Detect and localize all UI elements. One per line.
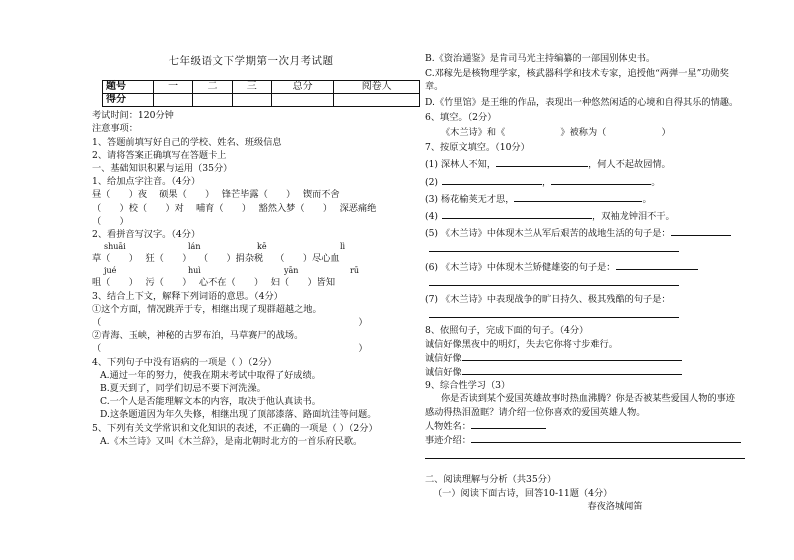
- fill-line-2: (2) ， 。: [425, 176, 661, 188]
- notice-item: 2、请将答案正确填写在答题卡上: [92, 149, 227, 161]
- score-cell[interactable]: [334, 94, 420, 107]
- pinyin-label: yān: [284, 266, 299, 276]
- notice-heading: 注意事项：: [92, 123, 138, 135]
- fill-prefix: 诚信好像: [425, 352, 462, 364]
- person-name-field: [425, 419, 755, 433]
- fill-suffix: ，何人不起故园情。: [588, 159, 671, 171]
- question-8-example: 诚信好像黑夜中的明灯，失去它你将寸步难行。: [425, 338, 618, 350]
- fill-suffix: 。: [651, 176, 661, 188]
- fill-line-7b: [425, 308, 755, 322]
- question-4: 4、下列句子中没有语病的一项是（ ）（2分）: [92, 356, 277, 368]
- right-column: [425, 52, 755, 513]
- answer-blank[interactable]: [616, 260, 698, 270]
- score-header-cell: 阅卷人: [334, 81, 420, 94]
- poem-title: 春夜洛城闻笛: [587, 500, 643, 512]
- fill-line-6: [425, 260, 755, 274]
- fill-prefix: (2): [425, 176, 439, 188]
- question-8: 8、依照句子，完成下面的句子。（4分）: [425, 325, 589, 337]
- question-3-sentence: ①这个方面，情况跳弄于专，相继出现了现群超越之地。: [92, 303, 322, 315]
- field-label: 人物姓名：: [425, 420, 471, 432]
- score-header-cell: 总分: [271, 81, 333, 94]
- option-b: B.夏天到了，同学们切忌不要下河洗澡。: [100, 383, 266, 395]
- answer-blank[interactable]: [442, 175, 542, 185]
- option-a: A.《木兰诗》又叫《木兰辞》，是南北朝时北方的一首乐府民歌。: [100, 435, 363, 447]
- answer-blank[interactable]: [496, 157, 588, 167]
- fill-line-5b: [425, 242, 755, 256]
- fill-prefix: 诚信好像: [425, 367, 462, 379]
- pinyin-row: [92, 265, 410, 276]
- option-c: C.一个人是否能理解文本的内容，取决于他认真读书。: [100, 396, 321, 408]
- question-9-text: 你是否读到某个爱国英雄故事时热血沸腾？你是否被某些爱国人物的事迹: [441, 393, 735, 405]
- option-d: D.这条题道因为年久失修，相继出现了顶部漆落、路面坑洼等问题。: [100, 409, 377, 421]
- page-title: 七年级语文下学期第一次月考试题: [168, 55, 334, 67]
- question-6-blank: 《木兰诗》和《 》被称为（ ）: [441, 127, 671, 139]
- deeds-field: [425, 433, 755, 447]
- pinyin-label: lán: [188, 242, 201, 252]
- answer-blank[interactable]: [671, 226, 731, 236]
- question-1-items: 昼（ ）夜 硕果（ ） 锋芒毕露（ ） 锲而不舍: [92, 189, 340, 201]
- notice-item: 1、答题前填写好自己的学校、姓名、班级信息: [92, 136, 282, 148]
- pinyin-label: jué: [104, 266, 117, 276]
- answer-blank[interactable]: [471, 433, 741, 443]
- fill-suffix: 。: [642, 193, 652, 205]
- reading-intro: （一）阅读下面古诗，回答10-11题（4分）: [433, 487, 613, 499]
- fill-prefix: (7) 《木兰诗》中表现战争的旷日持久、极其残酷的句子是：: [425, 294, 671, 306]
- answer-blank[interactable]: [442, 209, 592, 219]
- question-1-items: （ ）校（ ）对 哺育（ ） 豁然入梦（ ） 深恶痛绝: [92, 202, 377, 214]
- fill-prefix: (3) 杨花榆荚无才思，: [425, 193, 515, 205]
- question-8-blank: [425, 365, 755, 379]
- score-value-row: [103, 94, 420, 107]
- section-heading: 二、阅读理解与分析（共35分）: [425, 474, 557, 486]
- deeds-extra-line: [425, 449, 755, 463]
- score-cell[interactable]: [154, 94, 193, 107]
- pinyin-label: lì: [340, 242, 346, 252]
- left-column: [92, 0, 410, 448]
- answer-blank[interactable]: [462, 351, 682, 361]
- score-cell[interactable]: [193, 94, 232, 107]
- fill-suffix: ，双袖龙钟泪不干。: [592, 211, 675, 223]
- pinyin-label: huì: [188, 266, 201, 276]
- fill-prefix: (5) 《木兰诗》中体现木兰从军后艰苦的战地生活的句子是：: [425, 228, 671, 240]
- question-2-items: 咀（ ） 污（ ） 心不在（ ） 妇（ ）皆知: [92, 277, 336, 289]
- answer-blank[interactable]: [425, 449, 745, 459]
- score-row-label: 得分: [103, 94, 154, 107]
- option-c-cont: 章。: [425, 81, 444, 93]
- score-header-cell: 二: [193, 81, 232, 94]
- fill-prefix: (1) 深林人不知，: [425, 159, 497, 171]
- fill-line-6b: [425, 276, 755, 290]
- question-2: 2、看拼音写汉字。（4分）: [92, 229, 201, 241]
- pinyin-label: rū: [350, 266, 359, 276]
- question-8-blank: [425, 351, 755, 365]
- fill-prefix: (6) 《木兰诗》中体现木兰矫健雄姿的句子是：: [425, 261, 616, 273]
- answer-blank[interactable]: [471, 419, 546, 429]
- score-header-cell: 一: [154, 81, 193, 94]
- score-cell[interactable]: [271, 94, 333, 107]
- question-9: 9、综合性学习（3）: [425, 380, 511, 392]
- answer-blank[interactable]: [429, 242, 679, 252]
- question-2-items: 草（ ） 狂（ ） （ ）捐杂税 （ ）尽心血: [92, 253, 340, 265]
- score-table: [102, 80, 420, 107]
- question-6: 6、填空。（2分）: [425, 111, 497, 123]
- score-cell[interactable]: [232, 94, 271, 107]
- fill-line-1: [425, 157, 755, 171]
- question-7: 7、按原文填空。（10分）: [425, 142, 530, 154]
- fill-line-3: [425, 192, 755, 206]
- exam-time: 考试时间：120分钟: [92, 110, 174, 122]
- fill-line-4: [425, 209, 755, 223]
- answer-parentheses: （ ）: [92, 317, 368, 329]
- field-label: 事迹介绍：: [425, 435, 471, 447]
- answer-parentheses: （ ）: [92, 343, 368, 355]
- question-3: 3、结合上下文，解释下列词语的意思。（4分）: [92, 290, 283, 302]
- fill-line-7: [425, 293, 755, 306]
- answer-blank[interactable]: [462, 365, 682, 375]
- option-a: A.通过一年的努力，使我在期末考试中取得了好成绩。: [100, 369, 321, 381]
- answer-blank[interactable]: [429, 308, 679, 318]
- option-d: D.《竹里馆》是王维的作品，表现出一种悠然闲适的心境和自得其乐的情趣。: [425, 96, 739, 108]
- question-3-sentence: ②青海、玉峡，神秘的古罗布泊，马草赛尸的战场。: [92, 330, 304, 342]
- fill-prefix: (4): [425, 211, 439, 223]
- pinyin-label: kē: [257, 242, 267, 252]
- pinyin-row: [92, 241, 410, 252]
- answer-blank[interactable]: [551, 175, 651, 185]
- score-header-cell: 题号: [103, 81, 154, 94]
- pinyin-label: shuāi: [104, 242, 126, 252]
- answer-blank[interactable]: [514, 192, 642, 202]
- question-1: 1、给加点字注音。（4分）: [92, 176, 201, 188]
- question-1-items: （ ）: [92, 215, 129, 227]
- question-5: 5、下列有关文学常识和文化知识的表述，不正确的一项是（ ）（2分）: [92, 422, 378, 434]
- question-9-text: 感动得热泪盈眶？请介绍一位你喜欢的爱国英雄人物。: [425, 406, 646, 418]
- option-b: B.《资治通鉴》是肯司马光主持编纂的一部国别体史书。: [425, 53, 656, 64]
- score-header-row: [103, 81, 420, 94]
- score-header-cell: 三: [232, 81, 271, 94]
- answer-blank[interactable]: [429, 276, 679, 286]
- fill-line-5: [425, 226, 755, 240]
- section-heading: 一、基础知识积累与运用（35分）: [92, 163, 233, 175]
- option-c: C.邓稼先是核物理学家，核武器科学和技术专家，追授他“两弹一星”功勋奖: [425, 68, 729, 80]
